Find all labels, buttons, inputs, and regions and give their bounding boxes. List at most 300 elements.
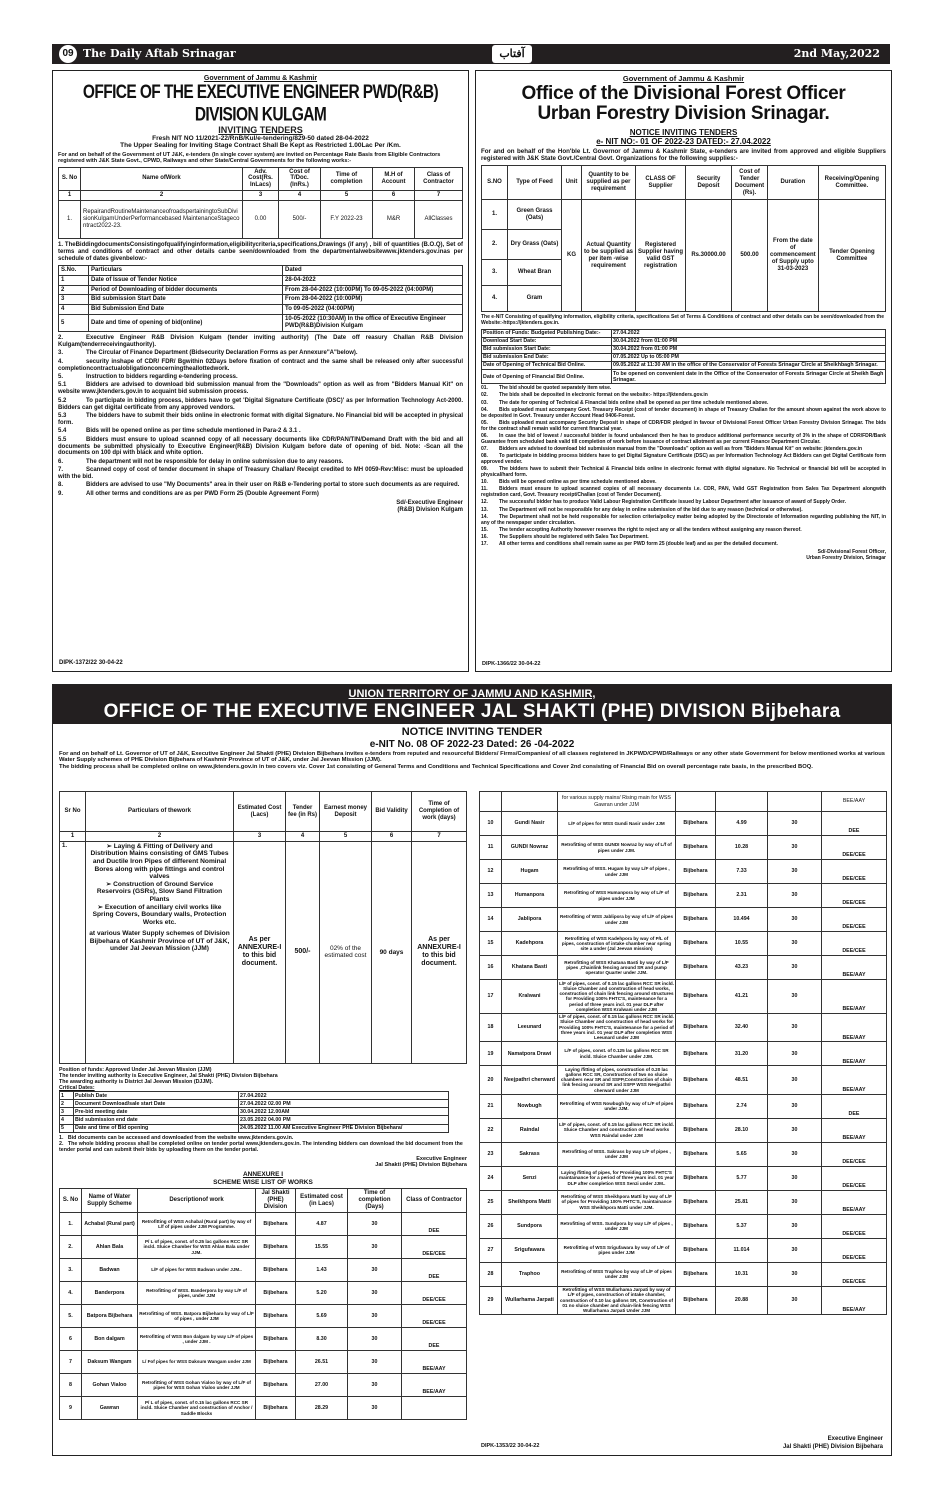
phe-funds: Position of funds: Approved Under Jal Jeevan Mission (JJM) bbox=[59, 1066, 212, 1073]
annexure-cell: Bijbehara bbox=[676, 1094, 716, 1118]
page-number: 09 bbox=[59, 45, 77, 63]
phe-sig-right2: Jal Shakti (PHE) Division Bijbehara bbox=[782, 1444, 883, 1451]
th: Jal Shakti (PHE) Division bbox=[256, 1189, 296, 1213]
clause: 2. Executive Engineer R&B Division Kulgam (tender inviting authority) (The Date off reasury Challan R&B Division Kulgam(tenderreceivingauthority). bbox=[58, 335, 463, 348]
clause: 3. The Circular of Finance Department (Bidsecurity Declaration Forms as per Annexure"A"below). bbox=[58, 350, 358, 357]
cell: 2 bbox=[60, 1100, 74, 1108]
annexure-cell: Bijbehara bbox=[676, 1190, 716, 1214]
annexure-cell: L/F of pipes for WSS Gundi Nasir under JJM bbox=[558, 812, 676, 836]
annexure-cell: Senzi bbox=[502, 1166, 558, 1190]
cell: 4 bbox=[59, 305, 89, 315]
annexure-row bbox=[60, 1397, 467, 1420]
annexure-cell: Bijbehara bbox=[256, 1397, 296, 1420]
cell: 02% of the estimated cost bbox=[320, 841, 372, 1063]
annexure-cell: Retrofitting of WSS Khatana Basti by way of L/F pipes ,Chainlink fencing around SR and pump operator Quarter under JJM. bbox=[558, 956, 676, 980]
clause: 5.3 The bidders have to submit their bids online in electronic format with digital Signature. No Financial bid will be accepted in physical form. bbox=[58, 412, 463, 426]
annexure-cell: Kadehpora bbox=[502, 932, 558, 956]
clause: 15. The tender accepting Authority however reserves the right to reject any or all the tenders without assigning any reason thereof. bbox=[481, 526, 802, 533]
annexure-cell bbox=[402, 1397, 467, 1420]
annexure-cell: L/F of pipes, const. of 0.15 lac gallons RCC SR incld. Sluice Chamber and construction of head works for Providing 100% FHTC'S, maintenance for a period of three years incl. 01 year DLP after completion WSS Leeunard under JJM bbox=[559, 1014, 674, 1041]
annexure-row bbox=[480, 1214, 887, 1238]
annexure-cell: 30 bbox=[768, 812, 822, 836]
annexure-row bbox=[480, 1013, 887, 1041]
annexure-cell: L/F of pipes for WSS Badwan under JJM.. bbox=[138, 1259, 256, 1282]
cell: From 28-04-2022 (10:00PM) To 09-05-2022 (04:00PM) bbox=[283, 285, 463, 295]
annexure-cell: L/F of pipes, const. of 0.125 lac gallons RCC SR incld. Sluice Chamber under JJM. bbox=[558, 1042, 676, 1066]
annexure-row bbox=[60, 1305, 467, 1328]
annexure-cell: Retrofitting of WSS Nowbugh by way of L/F of pipes under JJM. bbox=[558, 1094, 676, 1118]
cell: 2. bbox=[482, 230, 508, 260]
forest-supply-table bbox=[481, 165, 886, 312]
annexure-cell: 30 bbox=[768, 1094, 822, 1118]
cell: 4. bbox=[482, 286, 508, 312]
clause: 10. Bids will be opened online as per time schedule mentioned above. bbox=[481, 479, 657, 486]
annexure-cell: Gawran bbox=[82, 1397, 138, 1420]
kulgam-sig2: (R&B) Division Kulgam bbox=[397, 506, 463, 513]
th: Security Deposit bbox=[686, 166, 732, 200]
th-num: 1 bbox=[59, 191, 81, 201]
annexure-cell: DEE/CEE bbox=[822, 1142, 887, 1166]
annexure-cell: 13 bbox=[480, 884, 502, 908]
th: Time of completion (Days) bbox=[348, 1189, 402, 1213]
phe-work-desc bbox=[86, 841, 234, 1063]
annexure-cell: Retrofitting of WSS Kadehpora by way of P/L of pipes, construction of intake chamber near spring site a under (Jal Jeevan mission) bbox=[558, 932, 676, 956]
annexure-cell: 30 bbox=[768, 884, 822, 908]
annexure-cell: 12 bbox=[480, 860, 502, 884]
forest-tender-ad bbox=[475, 70, 892, 672]
cell: 30.04.2022 12.00AM bbox=[239, 1108, 449, 1116]
annexure-cell: 26.51 bbox=[296, 1351, 348, 1374]
annexure-cell: Leeunard bbox=[502, 1013, 558, 1041]
cell: Publish Date bbox=[74, 1092, 239, 1100]
th-num: 2 bbox=[86, 832, 234, 842]
cell bbox=[502, 792, 558, 812]
annexure-cell: Bijbehara bbox=[676, 980, 716, 1014]
th: Unit bbox=[562, 166, 582, 200]
annexure-cell: Achabal (Rural part) bbox=[82, 1213, 138, 1236]
annexure-cell: 5.20 bbox=[296, 1282, 348, 1305]
annexure-cell: DEE/CEE bbox=[822, 1262, 887, 1286]
th: Tender fee (in Rs) bbox=[286, 792, 320, 832]
annexure-cell: Traphoo bbox=[502, 1262, 558, 1286]
annexure-cell: Bijbehara bbox=[676, 836, 716, 860]
annexure-cell: Retrofitting of WSS Wullarhama Jarpati by way of L/F of pipes, construction of intake chamber, construction of 0.10 lac gallons SR, Construction of 01 no sluice chamber and chain-link fencing WSS Wullarhama Jarpati Under JJM bbox=[558, 1286, 676, 1314]
cell: 30.04.2022 from 01:00 PM bbox=[612, 345, 886, 353]
annexure-cell: 30 bbox=[768, 1118, 822, 1142]
clause: 08. To participate in bidding process bidders have to get Digital Signature Certificate (DSC) as per Information Technology Act Bidders can get Digital Certificate form approved vender. bbox=[481, 453, 886, 465]
annexure-cell: DEE/CEE bbox=[822, 908, 887, 932]
annexure-cell: Bijbehara bbox=[256, 1328, 296, 1351]
phe-critical: Critical Dates: bbox=[59, 1085, 95, 1092]
annexure-cell: 30 bbox=[768, 1286, 822, 1314]
annexure-cell: Retrofitting of WSS Bon dalgam by way L/F of pipes , under JJM . bbox=[138, 1328, 256, 1351]
cell: 09.05.2022 at 11:30 AM in the office of the Conservator of Forests Srinagar Circle at Sheikhbagh Srinagar. bbox=[612, 361, 886, 369]
annexure-cell: 30 bbox=[768, 1066, 822, 1094]
kulgam-title: OFFICE OF THE EXECUTIVE ENGINEER PWD(R&B) DIVISION KULGAM bbox=[82, 81, 439, 126]
clause: 6. The department will not be responsible for delay in online submission due to any reasons. bbox=[58, 458, 344, 465]
th-num: 5 bbox=[321, 191, 373, 201]
annexure-cell: Bijbehara bbox=[676, 1118, 716, 1142]
annexure-cell: 2. bbox=[60, 1236, 82, 1259]
cell: Position of Funds: Budgeted Publishing Date:- bbox=[482, 329, 612, 337]
cell: Download Start Date: bbox=[482, 337, 612, 345]
annexure-row bbox=[60, 1351, 467, 1374]
cell: 24.05.2022 11.00 AM Executive Engineer PHE Division Bijbehara/ bbox=[239, 1124, 449, 1132]
annexure-cell: DEE/CEE bbox=[822, 860, 887, 884]
clause: 02. The bids shall be deposited in electronic format on the website:- https://jktenders.gov.in bbox=[481, 392, 708, 399]
phe-note2: 2. The whole bidding process shall be completed online on tender portal www.jktenders.gov.in. The intending bidders can download the bid document from the tender portal and can submit their bids by uploading them on the tender portal. bbox=[59, 1140, 463, 1153]
annexure-cell: Bijbehara bbox=[256, 1282, 296, 1305]
th-num: 3 bbox=[243, 191, 279, 201]
cell: Bid submission Start Date: bbox=[482, 345, 612, 353]
kulgam-works-table bbox=[58, 167, 463, 240]
annexure-cell: 30 bbox=[348, 1213, 402, 1236]
th-num: 7 bbox=[415, 191, 463, 201]
phe-intro2: The bidding process shall be completed online on www.jktenders.gov.in in two covers viz. Cover 1st consisting of General Terms and Conditions and Technical Specifications and Cover 2nd consisting of Financial Bid on overall percentage rate basis, in the prescribed BOQ. bbox=[59, 763, 813, 770]
annexure-cell: BEE/AAY bbox=[822, 1190, 887, 1214]
th: Estimated cost (in Lacs) bbox=[296, 1189, 348, 1213]
annexure-cell: 5.69 bbox=[296, 1305, 348, 1328]
annexure-cell: BEE/AAY bbox=[822, 1066, 887, 1094]
masthead bbox=[52, 44, 890, 64]
clause: 01. The bid should be quoted separately item wise. bbox=[481, 385, 612, 392]
cell: 30.04.2022 from 01:00 PM bbox=[612, 337, 886, 345]
annexure-cell: Neejpathri cherward bbox=[502, 1066, 558, 1094]
cell: Dry Grass (Oats) bbox=[508, 230, 562, 260]
clause: 11. Bidders must ensure to upload scanned copies of all necessary documents i.e. CDR, PAN, Valid GST Registration from Sales Tax Department alongwith registration card, Govt. Treasury receipt/Challan (cost of Tender Document). bbox=[481, 486, 886, 499]
clause: 5.4 Bids will be opened online as per time schedule mentioned in Para-2 & 3.1 . bbox=[58, 428, 301, 435]
clause: 09. The bidders have to submit their Technical & Financial bids online in electronic format with digital signature. No Technical or financial bid will be accepted in physical/hard form. bbox=[481, 466, 886, 478]
cell: 23.05.2022 04.00 PM bbox=[239, 1116, 449, 1124]
cell: Bid submission Start Date bbox=[89, 295, 283, 305]
annexure-cell: 30 bbox=[768, 932, 822, 956]
annexure-cell: 14 bbox=[480, 908, 502, 932]
annexure-cell: 30 bbox=[348, 1259, 402, 1282]
annexure-row bbox=[60, 1236, 467, 1259]
annexure-cell: DEE bbox=[402, 1259, 467, 1282]
cell: Date of Opening of Financial Bid Online. bbox=[482, 370, 612, 384]
annexure-cell: DEE bbox=[402, 1328, 467, 1351]
annexure-cell: Laying /fitting of pipes, construction of 0.20 lac gallons RCC SR, Construction of two no sluice chambers near SR and SSFP,Construction of chain link fencing around SR and SSFP WSS Neejpathri cherward under JJM bbox=[558, 1066, 676, 1094]
annexure-cell: Sundpora bbox=[502, 1214, 558, 1238]
annexure-cell: DEE/CEE bbox=[822, 1166, 887, 1190]
annexure-cell: 41.21 bbox=[716, 980, 768, 1014]
phe-sig-right1: Executive Engineer bbox=[827, 1436, 883, 1443]
forest-title1: Office of the Divisional Forest Officer bbox=[521, 82, 846, 104]
annexure-cell: Bijbehara bbox=[676, 1166, 716, 1190]
th-num: 3 bbox=[234, 832, 286, 842]
cell: 27.04.2022 bbox=[612, 329, 886, 337]
annexure-cell: 17 bbox=[480, 980, 502, 1014]
th: Name of Water Supply Scheme bbox=[82, 1189, 138, 1213]
annexure-row bbox=[480, 980, 887, 1014]
th: Particulars of thework bbox=[86, 792, 234, 832]
cell: 27.04.2022 bbox=[239, 1092, 449, 1100]
annexure-cell: 5.65 bbox=[716, 1142, 768, 1166]
cell: Date and time of opening of bid(online) bbox=[89, 315, 283, 332]
annexure-cell: Daksum Wangam bbox=[82, 1351, 138, 1374]
clause: 8. Bidders are advised to use "My Documents" area in their user on R&B e-Tendering portal to store such documents as are required. bbox=[58, 482, 460, 489]
cell: Bid submission end date bbox=[74, 1116, 239, 1124]
forest-nit: e- NIT NO:- 01 OF 2022-23 DATED:- 27.04.2022 bbox=[596, 136, 771, 146]
cell: From 28-04-2022 (10:00PM) bbox=[283, 295, 463, 305]
annexure-cell: DEE/CEE bbox=[822, 884, 887, 908]
kulgam-nit: Fresh NIT NO 11/2021-22/RnB/Kul/e-tendering/829-50 dated 28-04-2022 bbox=[152, 135, 369, 143]
th: CLASS OF Supplier bbox=[636, 166, 686, 200]
annexure-cell: 10.55 bbox=[716, 932, 768, 956]
annexure-cell: 1.43 bbox=[296, 1259, 348, 1282]
annexure-cell: Retrofitting of WSS Jablipora by way of L/F of pipes under JJM bbox=[558, 908, 676, 932]
annexure-cell: Retrofitting of WSS Sheikhpora Matti by way of L/F of pipes for Providing 100% FHTC'S, maintainance WSS Sheikhpora Matti under JJM. bbox=[558, 1190, 676, 1214]
clause: 04. Bids uploaded must accompany Govt. Treasury Receipt (cost of tender document) in shape of Treasury Challan for the amount shown against the work above to be deposited in Govt. Treasury under Account Head 0406-Forest. bbox=[481, 406, 886, 419]
clause: 5.1 Bidders are advised to download bid submission manual from the "Downloads" option as well as from "Bidders Manual Kit" on website www.jktenders.gov.in to acquaint bid submission process. bbox=[58, 382, 463, 396]
annexure-cell: DEE/CEE bbox=[822, 836, 887, 860]
annexure-cell: 20 bbox=[480, 1066, 502, 1094]
annexure-cell: BEE/AAY bbox=[822, 956, 887, 980]
annexure-row bbox=[60, 1282, 467, 1305]
annexure-row bbox=[60, 1374, 467, 1397]
annexure-cell: Jablipora bbox=[502, 908, 558, 932]
annexure-cell: 30 bbox=[768, 1013, 822, 1041]
annexure-cell: 30 bbox=[768, 908, 822, 932]
annexure-cell: 30 bbox=[768, 1238, 822, 1262]
annexure-row bbox=[480, 884, 887, 908]
cell: 3 bbox=[59, 295, 89, 305]
th: Cost of T/Doc. (InRs.) bbox=[279, 167, 321, 191]
annexure-row bbox=[480, 1286, 887, 1314]
cell: KG bbox=[562, 200, 582, 312]
forest-clauses bbox=[481, 386, 886, 548]
annexure-cell: 30 bbox=[348, 1328, 402, 1351]
cell: 1. bbox=[482, 200, 508, 230]
phe-works-table bbox=[59, 791, 467, 1064]
phe-tender-ad bbox=[52, 684, 892, 1456]
cell: Wheat Bran bbox=[508, 260, 562, 286]
forest-schedule-table bbox=[481, 329, 886, 385]
th: Bid Validity bbox=[372, 792, 412, 832]
annexure-cell: 27.00 bbox=[296, 1374, 348, 1397]
th: Sr No bbox=[60, 792, 86, 832]
cell: 1. bbox=[60, 841, 86, 1063]
annexure-cell: DEE/CEE bbox=[402, 1282, 467, 1305]
annexure-row bbox=[480, 812, 887, 836]
annexure-row bbox=[60, 1213, 467, 1236]
annexure-cell: 1. bbox=[60, 1213, 82, 1236]
phe-subtitle: NOTICE INVITING TENDER bbox=[401, 726, 543, 739]
clause: 7. Scanned copy of cost of tender document in shape of Treasury Challan/ Receipt credited to MH 0059-Rev:Misc: must be uploaded with the bid. bbox=[58, 467, 463, 481]
cell: Rs.30000.00 bbox=[686, 200, 732, 312]
annexure-cell: BEE/AAY bbox=[402, 1374, 467, 1397]
annexure-cell: Bijbehara bbox=[676, 884, 716, 908]
annexure-cell: Raindal bbox=[502, 1118, 558, 1142]
cell: BEE/AAY bbox=[822, 792, 887, 812]
th: S. No bbox=[60, 1189, 82, 1213]
cell: 3 bbox=[60, 1108, 74, 1116]
th: Class of Contractor bbox=[402, 1189, 467, 1213]
annexure-cell: 29 bbox=[480, 1286, 502, 1314]
annexure-cell: 25 bbox=[480, 1190, 502, 1214]
annexure-cell: Bijbehara bbox=[256, 1374, 296, 1397]
annexure-cell: P/ L of pipes, const. of 0.25 lac gallons RCC SR incld. Sluice Chamber for WSS Ahlan Bala under JJM. bbox=[138, 1236, 256, 1259]
work-item: ➢ Laying & Fitting of Delivery and Distribution Mains consisting of GMS Tubes and Ductile Iron Pipes of different Nominal Bores along with pipe fittings and control valves bbox=[90, 842, 229, 881]
annexure-cell: Srigufawara bbox=[502, 1238, 558, 1262]
kulgam-clauses bbox=[58, 335, 463, 498]
annexure-row bbox=[480, 1042, 887, 1066]
annexure-row bbox=[480, 956, 887, 980]
forest-intro: For and on behalf of the Hon'ble Lt. Governor of Jammu & Kashmir State, e-tenders are invited from approved and eligible Suppliers registered with J&K State Govt./Central Govt. Organizations for the following supplies:- bbox=[481, 147, 886, 162]
annexure-cell: Retrofitting of WSS. Hugam by way L/F of pipes , under JJM bbox=[558, 860, 676, 884]
cell: Date and time of Bid opening bbox=[74, 1124, 239, 1132]
cell: Registered Supplier having valid GST registration bbox=[636, 200, 686, 312]
annexure-cell: Bijbehara bbox=[676, 860, 716, 884]
annexure-cell: 4. bbox=[60, 1282, 82, 1305]
cell: Gram bbox=[508, 286, 562, 312]
annexure-cell: Retrofitting of WSS Achabal (Rural part) by way of L/f of pipes under JJM Programme. bbox=[138, 1213, 256, 1236]
cell: 27.04.2022 02.00 PM bbox=[239, 1100, 449, 1108]
annexure-cell: DEE/CEE bbox=[402, 1236, 467, 1259]
annexure-cell: 10 bbox=[480, 812, 502, 836]
annexure-cell: Bijbehara bbox=[676, 1013, 716, 1041]
cell: Document Download/sale start Date bbox=[74, 1100, 239, 1108]
kulgam-gov: Government of Jammu & Kashmir bbox=[203, 75, 318, 82]
annexure-cell: Nowbugh bbox=[502, 1094, 558, 1118]
annexure-row bbox=[480, 1142, 887, 1166]
annexure-cell: BEE/AAY bbox=[402, 1351, 467, 1374]
annexure-cell: 11 bbox=[480, 836, 502, 860]
annexure-cell: Bijbehara bbox=[256, 1213, 296, 1236]
cell bbox=[480, 792, 502, 812]
annexure-cell: BEE/AAY bbox=[822, 1042, 887, 1066]
annexure-cell: Retrofitting of WSS Humanpora by way of L/F of pipes under JJM bbox=[558, 884, 676, 908]
annexure-cell: DEE bbox=[822, 812, 887, 836]
phe-header-band bbox=[53, 685, 891, 724]
annexure-subtitle: SCHEME WISE LIST OF WORKS bbox=[213, 1178, 313, 1186]
clause: 17. All other terms and conditions shall remain same as per PWD form 25 (double leaf) and as per the detailed document. bbox=[481, 541, 778, 548]
clause: 9. All other terms and conditions are as per PWD Form 25 (Double Agreement Form) bbox=[58, 490, 319, 497]
th: S. No bbox=[59, 167, 81, 191]
th-num: 6 bbox=[372, 832, 412, 842]
cell: Green Grass (Oats) bbox=[508, 200, 562, 230]
annexure-cell: Bijbehara bbox=[676, 1142, 716, 1166]
th: Receiving/Opening Committee. bbox=[818, 166, 885, 200]
annexure-row bbox=[480, 1190, 887, 1214]
work-item: ➢ Execution of ancillary civil works like Spring Covers, Boundary walls, Protection Works etc. bbox=[92, 903, 227, 926]
cell: To be opened on convenient date in the Office of the Conservator of Forests Srinagar Circle at Sheikh Bagh Srinagar. bbox=[612, 370, 886, 384]
annexure-cell: 4.87 bbox=[296, 1213, 348, 1236]
annexure-cell: 30 bbox=[768, 1042, 822, 1066]
annexure-cell: Retrofitting of WSS Traphoo by way of L/F of pipes under JJM bbox=[558, 1262, 676, 1286]
annexure-cell: Bijbehara bbox=[256, 1305, 296, 1328]
annexure-cell: 30 bbox=[348, 1397, 402, 1420]
annexure-cell: 30 bbox=[768, 1142, 822, 1166]
clause: 4. security inshape of CDR/ FDR/ Bgwithin 02Days before fixation of contract and the same shall be released only after successful completioncontractualobligationconcerningtheallottedwork. bbox=[58, 358, 463, 372]
th: Dated bbox=[283, 265, 463, 275]
annexure-cell: DEE bbox=[822, 1094, 887, 1118]
annexure-row bbox=[480, 836, 887, 860]
annexure-cell: 2.31 bbox=[716, 884, 768, 908]
th: Particulars bbox=[89, 265, 283, 275]
cell: Bid Submission End Date bbox=[89, 305, 283, 315]
annexure-cell: DEE/CEE bbox=[402, 1305, 467, 1328]
annexure-cell: 21 bbox=[480, 1094, 502, 1118]
phe-left-column bbox=[59, 791, 467, 1420]
annexure-cell: Khatana Basti bbox=[502, 956, 558, 980]
annexure-cell: 48.51 bbox=[716, 1066, 768, 1094]
clause: 14. The Department shall not be held responsible for selection criteria/policy matter being adopted by the Directorate of Information regarding publishing the NIT, in any of the newspaper under circulation. bbox=[481, 513, 886, 526]
annexure-cell: 2.74 bbox=[716, 1094, 768, 1118]
annexure-cell: Laying /fitting of pipes, for Providing 100% FHTC'S maintainance for a period of three years incl. 01 year DLP after completion WSS Senzi under JJM.. bbox=[558, 1166, 676, 1190]
annexure-cell: Bijbehara bbox=[676, 932, 716, 956]
annexure-table-right bbox=[479, 791, 887, 1315]
phe-right-column bbox=[479, 791, 887, 1315]
annexure-cell: 30 bbox=[348, 1351, 402, 1374]
phe-nit: e-NIT No. 08 OF 2022-23 Dated: 26 -04-2022 bbox=[369, 739, 575, 751]
annexure-cell: Hugam bbox=[502, 860, 558, 884]
annexure-cell: 28.10 bbox=[716, 1118, 768, 1142]
annexure-cell: L/F of pipes, const. of 0.15 lac gallons RCC SR incld. Sluice Chamber and construction of head works WSS Raindal under JJM bbox=[558, 1118, 676, 1142]
annexure-cell: Badwan bbox=[82, 1259, 138, 1282]
newspaper-logo: آفتاب bbox=[492, 45, 532, 63]
cell: 28-04-2022 bbox=[283, 275, 463, 285]
forest-sig1: Sd/-Divisional Forest Officer, bbox=[817, 549, 886, 556]
annexure-cell: 7.33 bbox=[716, 860, 768, 884]
annexure-row bbox=[480, 1166, 887, 1190]
th: Duration bbox=[768, 166, 819, 200]
annexure-cell: Bijbehara bbox=[256, 1236, 296, 1259]
cell: Pre-bid meeting date bbox=[74, 1108, 239, 1116]
cell: 2 bbox=[59, 285, 89, 295]
annexure-row bbox=[480, 1118, 887, 1142]
th: Quantity to be supplied as per requirement bbox=[582, 166, 636, 200]
cell: 90 days bbox=[372, 841, 412, 1063]
phe-award: The awarding authority is District Jal Jeevan Mission (DJJM). bbox=[59, 1079, 213, 1086]
annexure-cell: 28 bbox=[480, 1262, 502, 1286]
annexure-cell: 30 bbox=[348, 1236, 402, 1259]
annexure-cell: 32.40 bbox=[716, 1013, 768, 1041]
annexure-row bbox=[60, 1259, 467, 1282]
cell: Actual Quantity to be supplied as per item -wise requirement bbox=[582, 200, 636, 312]
annexure-cell: 30 bbox=[768, 1190, 822, 1214]
kulgam-subtitle: INVITING TENDERS bbox=[218, 124, 303, 135]
annexure-cell: Ahlan Bala bbox=[82, 1236, 138, 1259]
bullet-icon: ➢ bbox=[97, 903, 105, 911]
bullet-icon: ➢ bbox=[105, 880, 114, 888]
cell: 4 bbox=[60, 1116, 74, 1124]
th: Earnest money Deposit bbox=[320, 792, 372, 832]
annexure-cell: P/ L of pipes, const. of 0.15 lac gallons RCC SR incld. Sluice Chamber and construction of Anchor / Saddle Blocks bbox=[138, 1397, 256, 1420]
annexure-cell: BEE/AAY bbox=[822, 980, 887, 1014]
th: Time of Completion of work (days) bbox=[412, 792, 467, 832]
cell bbox=[768, 792, 822, 812]
annexure-cell: Banderpora bbox=[82, 1282, 138, 1305]
cell: As per ANNEXURE-I to this bid document. bbox=[412, 841, 467, 1063]
annexure-cell: Bijbehara bbox=[676, 1238, 716, 1262]
annexure-row bbox=[60, 1328, 467, 1351]
annexure-row bbox=[480, 908, 887, 932]
th: Adv. Cost(Rs. InLacs) bbox=[243, 167, 279, 191]
annexure-cell: 30 bbox=[348, 1374, 402, 1397]
annexure-cell: 15 bbox=[480, 932, 502, 956]
annexure-cell: Sakrass bbox=[502, 1142, 558, 1166]
cell: 500/- bbox=[279, 201, 321, 239]
th: S.NO bbox=[482, 166, 508, 200]
cell: Date of Issue of Tender Notice bbox=[89, 275, 283, 285]
clause: 5. Instruction to bidders regarding e-tendering process. bbox=[58, 374, 238, 380]
annexure-cell: Bijbehara bbox=[676, 1042, 716, 1066]
annexure-cell: 30 bbox=[768, 956, 822, 980]
annexure-cell: Retrofitting of WSS Srigufawara by way of L/F of pipes under JJM bbox=[558, 1238, 676, 1262]
issue-date: 2nd May,2022 bbox=[793, 46, 880, 60]
